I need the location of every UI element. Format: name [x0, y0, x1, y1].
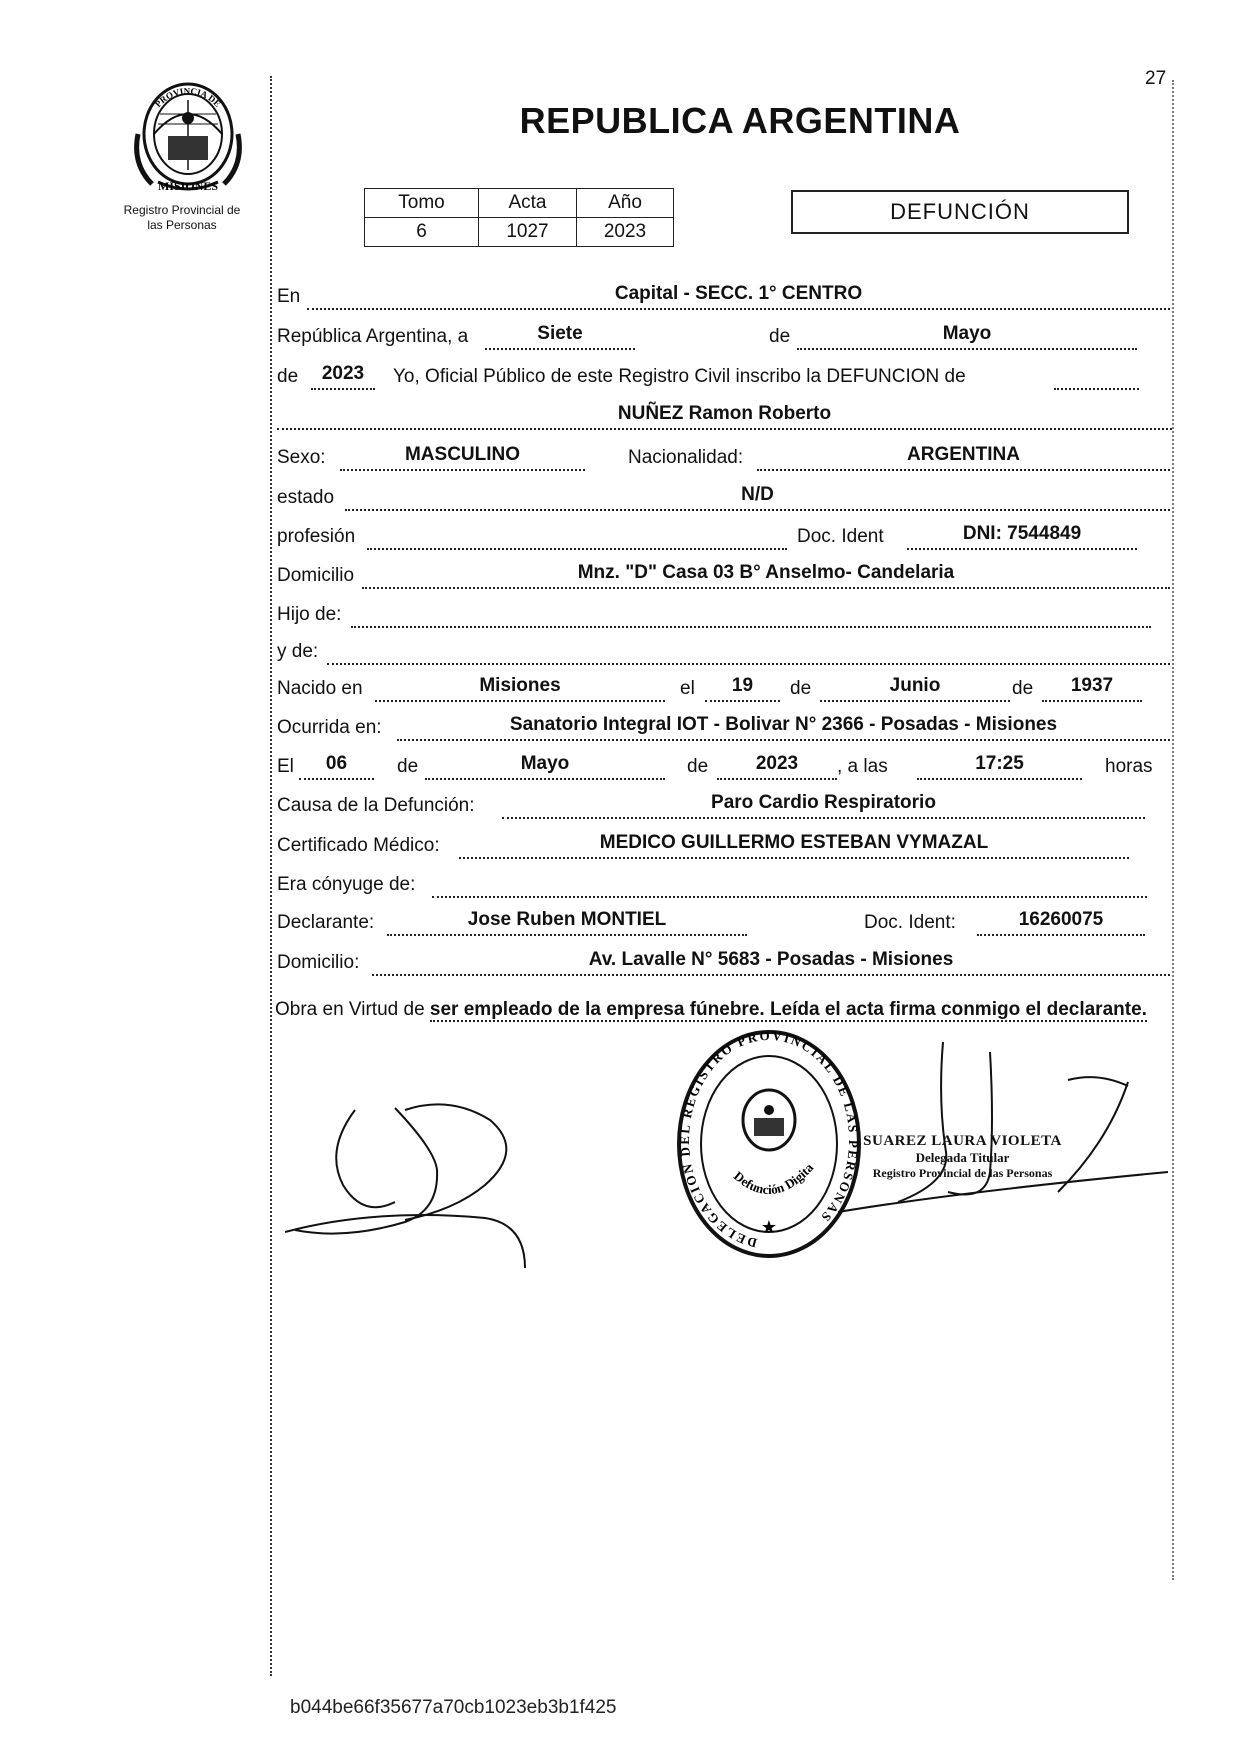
registry-label: Registro Provincial de las Personas	[123, 203, 241, 232]
page-number: 27	[1145, 68, 1167, 89]
left-margin-line	[270, 76, 272, 1676]
field-mother	[327, 637, 1170, 665]
record-value-tomo: 6	[365, 218, 479, 247]
document-hash: b044be66f35677a70cb1023eb3b1f425	[290, 1697, 617, 1718]
label-de-death-year: de	[687, 756, 709, 777]
record-header-anio: Año	[577, 189, 674, 218]
label-de: de	[769, 326, 791, 347]
field-deceased-name: NUÑEZ Ramon Roberto	[277, 402, 1172, 430]
label-de-birth-year: de	[1012, 678, 1034, 699]
label-certificado: Certificado Médico:	[277, 835, 440, 856]
label-el: el	[680, 678, 695, 699]
field-month-text: Mayo	[797, 322, 1137, 350]
provincial-emblem-icon	[128, 74, 248, 196]
label-obra: Obra en Virtud de	[275, 999, 425, 1020]
field-doctor: MEDICO GUILLERMO ESTEBAN VYMAZAL	[459, 831, 1129, 859]
label-el-cap: El	[277, 756, 294, 777]
row-father	[277, 600, 1172, 630]
row-status	[277, 483, 1172, 513]
label-en: En	[277, 286, 301, 307]
field-day-text: Siete	[485, 322, 635, 350]
label-domicilio: Domicilio	[277, 565, 355, 586]
label-yo: Yo, Oficial Público de este Registro Civil inscribo la DEFUNCION de	[393, 366, 966, 387]
svg-text:PROVINCIA DE: PROVINCIA DE	[152, 85, 223, 110]
row-deceased	[277, 402, 1172, 432]
record-value-acta: 1027	[479, 218, 577, 247]
row-place	[277, 282, 1172, 312]
row-declarant-address	[277, 948, 1172, 978]
officer-name: SUAREZ LAURA VIOLETA	[863, 1133, 1062, 1149]
record-type-box: DEFUNCIÓN	[791, 190, 1129, 234]
label-profesion: profesión	[277, 526, 356, 547]
record-header-row	[365, 189, 674, 218]
row-declarant	[277, 908, 1172, 938]
row-doctor	[277, 831, 1172, 861]
registry-seal-icon	[676, 1028, 862, 1260]
row-cause	[277, 791, 1172, 821]
row-death-date	[277, 752, 1172, 782]
row-profession	[277, 522, 1172, 552]
field-declarant: Jose Ruben MONTIEL	[387, 908, 747, 936]
label-de-death-month: de	[397, 756, 419, 777]
field-birth-year: 1937	[1042, 674, 1142, 702]
label-de-year: de	[277, 366, 299, 387]
field-document: DNI: 7544849	[907, 522, 1137, 550]
field-birth-month: Junio	[820, 674, 1010, 702]
field-death-place: Sanatorio Integral IOT - Bolivar N° 2366 - Posadas - Misiones	[397, 713, 1170, 741]
label-conyuge: Era cónyuge de:	[277, 874, 416, 895]
record-header-tomo: Tomo	[365, 189, 479, 218]
page-title: REPUBLICA ARGENTINA	[519, 100, 961, 141]
label-sexo: Sexo:	[277, 447, 326, 468]
field-death-day: 06	[299, 752, 374, 780]
field-profession	[367, 522, 787, 550]
label-domicilio2: Domicilio:	[277, 952, 360, 973]
label-de-birth-month: de	[790, 678, 812, 699]
row-year	[277, 362, 1172, 392]
record-table	[364, 188, 674, 247]
row-mother	[277, 637, 1172, 667]
label-causa: Causa de la Defunción:	[277, 795, 475, 816]
svg-text:Defunción Digital: Defunción Digita	[730, 1159, 817, 1198]
label-doc-ident: Doc. Ident	[797, 526, 884, 547]
svg-text:★: ★	[760, 1217, 778, 1237]
field-blank-yo	[1054, 362, 1139, 390]
declarant-signature-icon	[285, 1090, 545, 1270]
label-republica: República Argentina, a	[277, 326, 469, 347]
record-value-anio: 2023	[577, 218, 674, 247]
label-hijo-de: Hijo de:	[277, 604, 342, 625]
field-place: Capital - SECC. 1° CENTRO	[307, 282, 1170, 310]
svg-text:MISIONES: MISIONES	[157, 179, 219, 193]
field-address: Mnz. "D" Casa 03 B° Anselmo- Candelaria	[362, 561, 1170, 589]
label-estado: estado	[277, 487, 335, 508]
field-year: 2023	[311, 362, 375, 390]
field-spouse	[432, 870, 1147, 898]
row-death-place	[277, 713, 1172, 743]
label-doc-ident2: Doc. Ident:	[864, 912, 956, 933]
label-nacionalidad: Nacionalidad:	[628, 447, 744, 468]
field-civil-status: N/D	[345, 483, 1170, 511]
field-declarant-address: Av. Lavalle N° 5683 - Posadas - Misiones	[372, 948, 1170, 976]
row-sex	[277, 443, 1172, 473]
row-birth	[277, 674, 1172, 704]
field-birth-day: 19	[705, 674, 780, 702]
virtue-paragraph	[275, 995, 1170, 1024]
field-birth-place: Misiones	[375, 674, 665, 702]
field-death-year: 2023	[717, 752, 837, 780]
label-y-de: y de:	[277, 641, 319, 662]
label-horas: horas	[1105, 756, 1153, 777]
field-cause: Paro Cardio Respiratorio	[502, 791, 1145, 819]
field-father	[351, 600, 1151, 628]
field-death-time: 17:25	[917, 752, 1082, 780]
label-ocurrida-en: Ocurrida en:	[277, 717, 382, 738]
record-value-row	[365, 218, 674, 247]
field-death-month: Mayo	[425, 752, 665, 780]
field-virtue: ser empleado de la empresa fúnebre. Leída el acta firma conmigo el declarante.	[429, 999, 1147, 1020]
row-date	[277, 322, 1172, 352]
right-margin-line	[1172, 80, 1174, 1580]
label-a-las: , a las	[837, 756, 888, 777]
officer-office: Registro Provincial de las Personas	[872, 1166, 1053, 1180]
field-nationality: ARGENTINA	[757, 443, 1170, 471]
field-declarant-doc: 16260075	[977, 908, 1145, 936]
svg-text:DELEGACION DEL REGISTRO PROVIN: DELEGACION DEL REGISTRO PROVINCIAL DE LAS PERSONAS	[677, 1028, 862, 1251]
label-nacido-en: Nacido en	[277, 678, 363, 699]
row-address	[277, 561, 1172, 591]
officer-role: Delegada Titular	[915, 1150, 1010, 1165]
field-sex: MASCULINO	[340, 443, 585, 471]
record-header-acta: Acta	[479, 189, 577, 218]
label-declarante: Declarante:	[277, 912, 375, 933]
officer-block	[840, 1133, 1085, 1181]
row-spouse	[277, 870, 1172, 900]
